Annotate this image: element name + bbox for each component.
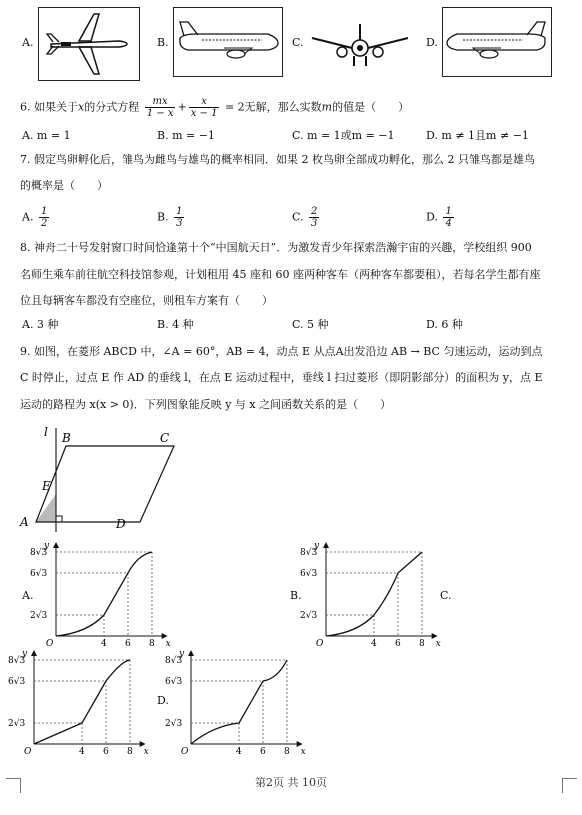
q6-option-b: B. m = −1	[157, 129, 215, 142]
origin-label: O	[181, 747, 189, 757]
q7-option-c: C. $\frac{2}{3}$	[292, 206, 318, 229]
x-axis-label: x	[435, 639, 441, 649]
q5-option-d-image	[442, 7, 552, 77]
graph-d	[165, 648, 306, 757]
y-axis-label: y	[314, 541, 320, 551]
y-tick-label: 6√3	[8, 677, 26, 687]
y-tick-label: 6√3	[30, 569, 48, 579]
y-tick-label: 2√3	[300, 611, 318, 621]
q6-fraction-2: $\frac{x}{x - 1}$	[190, 96, 218, 119]
q5-option-c-label: C.	[292, 36, 304, 49]
label-b: B	[62, 431, 71, 445]
label-d: D	[116, 517, 126, 531]
q9-option-a-label: A.	[22, 589, 34, 602]
q7-line-2: 的概率是（ ）	[20, 179, 108, 192]
q6-stem: 6. 如果关于x的分式方程 $\frac{mx}{1 - x}$ + $\frac{x}{x - 1}$ = 2无解，那么实数m的值是（ ）	[20, 96, 410, 119]
y-tick-label: 6√3	[165, 677, 183, 687]
y-tick-label: 2√3	[165, 719, 183, 729]
y-axis-label: y	[44, 541, 50, 551]
q5-option-c-image	[308, 14, 412, 76]
x-tick-label: 4	[101, 639, 107, 649]
y-tick-label: 6√3	[300, 569, 318, 579]
q5-option-b-label: B.	[157, 36, 169, 49]
q8-option-a: A. 3 种	[22, 318, 59, 331]
q9-line-3: 运动的路程为 x(x > 0)．下列图象能反映 y 与 x 之间函数关系的是（ ）	[20, 398, 392, 411]
x-axis-label: x	[165, 639, 171, 649]
origin-label: O	[316, 639, 324, 649]
q6-fraction-1: $\frac{mx}{1 - x}$	[146, 96, 174, 119]
x-tick-label: 6	[103, 747, 109, 757]
q9-line-2: C 时停止，过点 E 作 AD 的垂线 l，在点 E 运动过程中，垂线 l 扫过菱形（即阴影部分）的面积为 y，点 E	[20, 371, 543, 384]
q9-option-b-label: B.	[290, 589, 302, 602]
x-tick-label: 8	[127, 747, 133, 757]
q6-option-c: C. m = 1或m = −1	[292, 129, 395, 142]
q5-option-a-image	[38, 7, 140, 81]
y-tick-label: 8√3	[165, 656, 183, 666]
x-tick-label: 6	[395, 639, 401, 649]
q7-line-1: 7. 假定鸟卵孵化后，雏鸟为雌鸟与雄鸟的概率相同．如果 2 枚鸟卵全部成功孵化，那么 2 只雏鸟都是雄鸟	[20, 153, 535, 166]
q5-option-d-label: D.	[426, 36, 438, 49]
airplane-side-view-icon	[174, 8, 282, 76]
q5-option-a-label: A.	[22, 36, 34, 49]
y-tick-label: 8√3	[300, 548, 318, 558]
q9-line-1: 9. 如图，在菱形 ABCD 中，∠A = 60°，AB = 4，动点 E 从点A出发沿边 AB → BC 匀速运动，运动到点	[20, 345, 543, 358]
q7-option-a: A. $\frac{1}{2}$	[22, 206, 48, 229]
q5-option-b-image	[173, 7, 283, 77]
y-axis-arrow-icon	[53, 542, 59, 548]
graph-c	[8, 648, 149, 757]
q9-option-c-label: C.	[440, 589, 452, 602]
x-tick-label: 8	[284, 747, 290, 757]
y-tick-label: 8√3	[30, 548, 48, 558]
q9-option-d-label: D.	[157, 694, 169, 707]
x-tick-label: 6	[260, 747, 266, 757]
q8-line-1: 8. 神舟二十号发射窗口时间恰逢第十个“中国航天日”．为激发青少年探索浩瀚宇宙的兴趣，学校组织 900	[20, 241, 532, 254]
label-l: l	[44, 425, 48, 439]
x-tick-label: 4	[79, 747, 85, 757]
label-a: A	[20, 515, 29, 529]
crop-mark-right	[562, 778, 577, 793]
origin-label: O	[24, 747, 32, 757]
x-tick-label: 4	[236, 747, 242, 757]
q8-line-2: 名师生乘车前往航空科技馆参观，计划租用 45 座和 60 座两种客车（两种客车都要租），若每名学生都有座	[20, 268, 541, 281]
airplane-top-view-icon	[39, 8, 139, 80]
y-axis-label: y	[22, 649, 28, 659]
q8-option-b: B. 4 种	[157, 318, 194, 331]
crop-mark-left	[6, 778, 21, 793]
airplane-side-view-icon	[443, 8, 551, 76]
y-axis-arrow-icon	[188, 650, 194, 656]
rhombus-figure	[18, 424, 188, 536]
graph-a	[30, 540, 171, 649]
x-tick-label: 6	[125, 639, 131, 649]
origin-label: O	[46, 639, 54, 649]
graph-b	[300, 540, 441, 649]
q6-option-d: D. m ≠ 1且m ≠ −1	[426, 129, 529, 142]
q7-option-b: B. $\frac{1}{3}$	[157, 206, 183, 229]
y-axis-label: y	[179, 649, 185, 659]
page-footer: 第2页 共 10页	[255, 776, 327, 789]
q8-option-c: C. 5 种	[292, 318, 329, 331]
y-axis-arrow-icon	[323, 542, 329, 548]
x-axis-label: x	[143, 747, 149, 757]
airplane-front-view-icon	[308, 14, 412, 76]
x-axis-label: x	[300, 747, 306, 757]
q6-option-a: A. m = 1	[22, 129, 71, 142]
y-tick-label: 2√3	[30, 611, 48, 621]
y-axis-arrow-icon	[31, 650, 37, 656]
label-c: C	[160, 431, 170, 445]
y-tick-label: 8√3	[8, 656, 26, 666]
x-tick-label: 8	[149, 639, 155, 649]
x-tick-label: 4	[371, 639, 377, 649]
q7-option-d: D. $\frac{1}{4}$	[426, 206, 452, 229]
q8-option-d: D. 6 种	[426, 318, 463, 331]
y-tick-label: 2√3	[8, 719, 26, 729]
x-tick-label: 8	[419, 639, 425, 649]
q8-line-3: 位且每辆客车都没有空座位，则租车方案有（ ）	[20, 294, 273, 307]
rhombus-abcd	[36, 446, 174, 522]
label-e: E	[42, 479, 51, 493]
